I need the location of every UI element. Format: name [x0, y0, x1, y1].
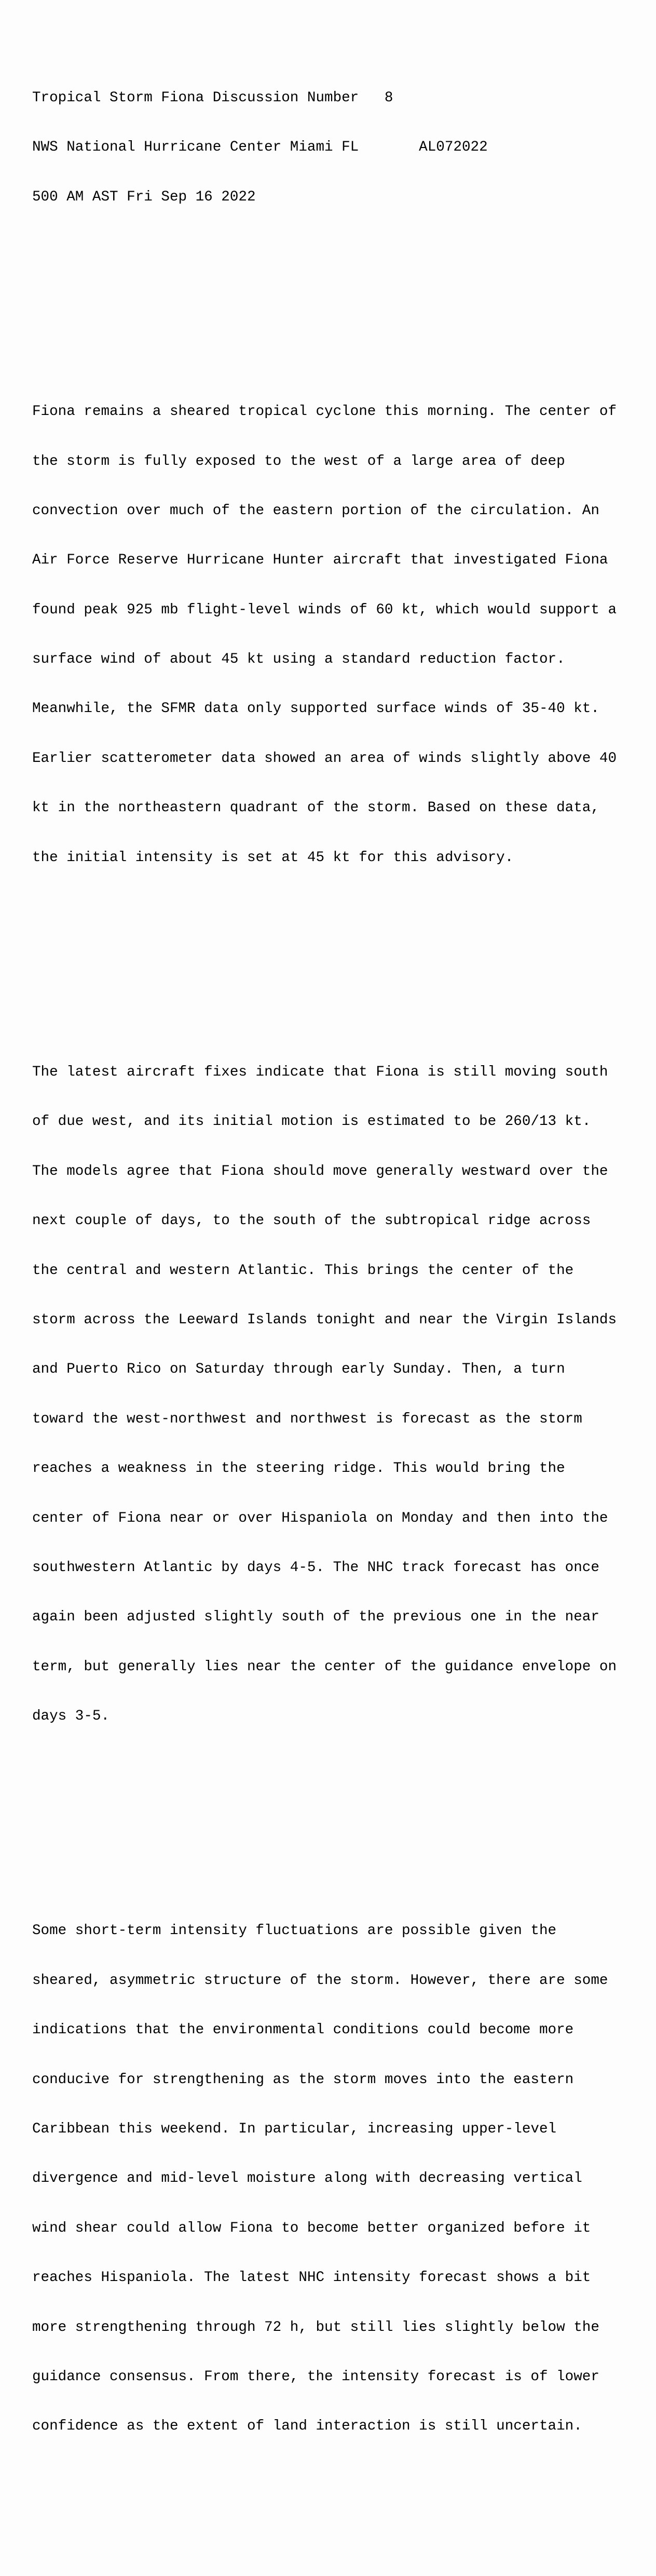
text-line: divergence and mid-level moisture along with decreasing vertical: [32, 2170, 582, 2187]
spacer: [32, 1807, 617, 1824]
text-line: term, but generally lies near the center of the guidance envelope on: [32, 1658, 617, 1675]
text-line: kt in the northeastern quadrant of the storm. Based on these data,: [32, 800, 599, 816]
text-line: again been adjusted slightly south of the previous one in the near: [32, 1609, 599, 1626]
text-line: Some short-term intensity fluctuations are possible given the: [32, 1923, 557, 1939]
text-line: Earlier scatterometer data showed an area of winds slightly above 40: [32, 750, 617, 767]
discussion-paragraph-track: [32, 1031, 617, 1757]
text-line: the central and western Atlantic. This brings the center of the: [32, 1262, 574, 1279]
text-line: The latest aircraft fixes indicate that Fiona is still moving south: [32, 1064, 608, 1080]
text-line: convection over much of the eastern portion of the circulation. An: [32, 502, 599, 519]
text-line: center of Fiona near or over Hispaniola on Monday and then into the: [32, 1510, 608, 1526]
text-line: Caribbean this weekend. In particular, increasing upper-level: [32, 2121, 557, 2137]
text-line: next couple of days, to the south of the subtropical ridge across: [32, 1213, 591, 1229]
product-header: [32, 57, 617, 238]
text-line: guidance consensus. From there, the intensity forecast is of lower: [32, 2368, 599, 2385]
text-line: conducive for strengthening as the storm moves into the eastern: [32, 2071, 574, 2088]
text-line: toward the west-northwest and northwest is forecast as the storm: [32, 1411, 582, 1427]
text-line: of due west, and its initial motion is estimated to be 260/13 kt.: [32, 1113, 591, 1130]
text-line: confidence as the extent of land interaction is still uncertain.: [32, 2418, 582, 2435]
text-line: Meanwhile, the SFMR data only supported surface winds of 35-40 kt.: [32, 701, 599, 717]
product-title: Tropical Storm Fiona Discussion Number 8: [32, 89, 393, 106]
text-line: the initial intensity is set at 45 kt for this advisory.: [32, 849, 514, 866]
text-line: storm across the Leeward Islands tonight and near the Virgin Islands: [32, 1311, 617, 1328]
text-line: reaches a weakness in the steering ridge. This would bring the: [32, 1460, 565, 1477]
spacer: [32, 2567, 617, 2576]
discussion-paragraph-intensity-forecast: [32, 1890, 617, 2468]
spacer: [32, 288, 617, 305]
text-line: days 3-5.: [32, 1708, 110, 1725]
text-line: reaches Hispaniola. The latest NHC intensity forecast shows a bit: [32, 2270, 591, 2286]
spacer: [32, 948, 617, 965]
text-line: Fiona remains a sheared tropical cyclone this morning. The center of: [32, 404, 617, 420]
text-line: indications that the environmental conditions could become more: [32, 2022, 574, 2038]
issue-time: 500 AM AST Fri Sep 16 2022: [32, 189, 256, 205]
text-line: more strengthening through 72 h, but still lies slightly below the: [32, 2319, 599, 2336]
text-line: The models agree that Fiona should move generally westward over the: [32, 1163, 608, 1179]
text-line: found peak 925 mb flight-level winds of 60 kt, which would support a: [32, 601, 617, 618]
text-line: wind shear could allow Fiona to become better organized before it: [32, 2220, 591, 2236]
text-line: southwestern Atlantic by days 4-5. The NHC track forecast has once: [32, 1559, 599, 1576]
text-line: surface wind of about 45 kt using a standard reduction factor.: [32, 651, 565, 668]
issuing-office: NWS National Hurricane Center Miami FL AL072022: [32, 139, 488, 156]
text-line: sheared, asymmetric structure of the storm. However, there are some: [32, 1972, 608, 1989]
spacer: [32, 2517, 617, 2534]
text-line: the storm is fully exposed to the west of a large area of deep: [32, 453, 565, 469]
text-line: and Puerto Rico on Saturday through early Sunday. Then, a turn: [32, 1361, 565, 1378]
text-line: Air Force Reserve Hurricane Hunter aircraft that investigated Fiona: [32, 552, 608, 569]
discussion-document: [32, 7, 617, 2576]
discussion-paragraph-intensity-analysis: [32, 371, 617, 900]
